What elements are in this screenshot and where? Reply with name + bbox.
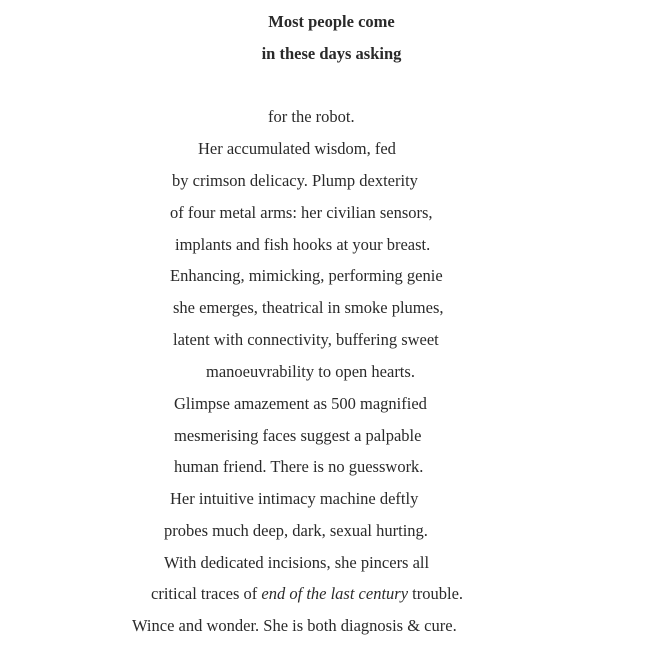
poem-line-15: With dedicated incisions, she pincers all (164, 553, 430, 572)
poem-line-10: Glimpse amazement as 500 magnified (174, 394, 427, 413)
poem-line-7: she emerges, theatrical in smoke plumes, (173, 298, 444, 317)
poem-line-17: Wince and wonder. She is both diagnosis & cure. (132, 616, 457, 635)
poem-line-8: latent with connectivity, buffering sweet (173, 330, 439, 349)
poem-line-9: manoeuvrability to open hearts. (206, 362, 415, 381)
poem-title-line-2: in these days asking (261, 44, 402, 63)
poem-line-16-before: critical traces of (151, 584, 262, 603)
poem-title-line-1: Most people come (268, 12, 395, 31)
poem-line-6: Enhancing, mimicking, performing genie (170, 266, 443, 285)
poem-line-16-italic: end of the last century (261, 584, 409, 603)
poem-line-2: Her accumulated wisdom, fed (198, 139, 396, 158)
poem-line-12: human friend. There is no guesswork. (174, 457, 424, 476)
poem-line-16-after: trouble. (408, 584, 464, 603)
poem-line-5: implants and fish hooks at your breast. (175, 235, 431, 254)
poem-line-14: probes much deep, dark, sexual hurting. (164, 521, 428, 540)
poem-line-4: of four metal arms: her civilian sensors, (170, 203, 433, 222)
poem-line-13: Her intuitive intimacy machine deftly (170, 489, 419, 508)
poem-line-1: for the robot. (268, 107, 355, 126)
poem-line-3: by crimson delicacy. Plump dexterity (172, 171, 418, 190)
poem-line-16 (151, 584, 463, 604)
poem-line-11: mesmerising faces suggest a palpable (174, 426, 422, 445)
